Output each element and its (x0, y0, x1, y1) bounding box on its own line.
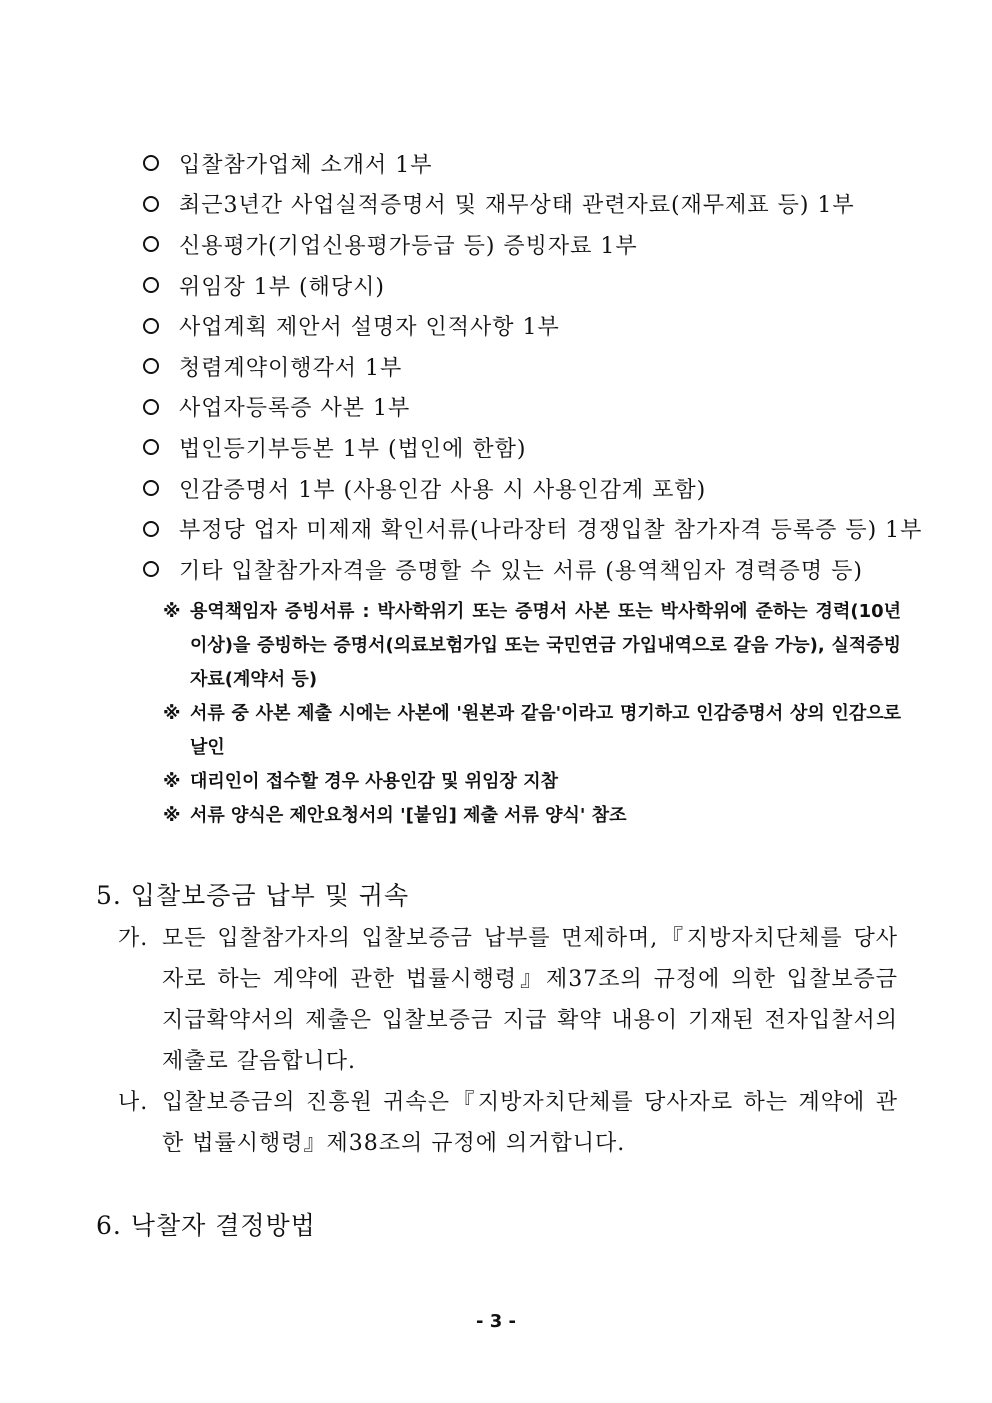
circle-bullet-icon (143, 358, 159, 374)
list-item (143, 387, 903, 428)
list-item (143, 184, 903, 225)
note-text: 용역책임자 증빙서류 : 박사학위기 또는 증명서 사본 또는 박사학위에 준하는 경력(10년 이상)을 증빙하는 증명서(의료보험가입 또는 국민연금 가입내역으로 갈음 가능), 실적증빙자료(계약서 등) (190, 601, 901, 690)
reference-mark-icon: ※ (163, 601, 181, 622)
list-item (143, 346, 903, 387)
circle-bullet-icon (143, 480, 159, 496)
note-item (163, 765, 901, 799)
list-item-text: 최근3년간 사업실적증명서 및 재무상태 관련자료(재무제표 등) 1부 (179, 193, 855, 219)
list-item-text: 청렴계약이행각서 1부 (179, 355, 403, 381)
item-label: 가. (118, 926, 149, 951)
item-text: 입찰보증금의 진흥원 귀속은『지방자치단체를 당사자로 하는 계약에 관한 법률시행령』제38조의 규정에 의거합니다. (162, 1090, 898, 1156)
reference-mark-icon: ※ (163, 805, 181, 826)
note-text: 대리인이 접수할 경우 사용인감 및 위임장 지참 (190, 771, 558, 792)
note-item (163, 595, 901, 697)
list-item-text: 법인등기부등본 1부 (법인에 한함) (179, 436, 527, 462)
circle-bullet-icon (143, 561, 159, 577)
circle-bullet-icon (143, 318, 159, 334)
note-text: 서류 중 사본 제출 시에는 사본에 '원본과 같음'이라고 명기하고 인감증명서 상의 인감으로 날인 (190, 703, 901, 758)
circle-bullet-icon (143, 236, 159, 252)
list-item-text: 입찰참가업체 소개서 1부 (179, 152, 433, 178)
circle-bullet-icon (143, 196, 159, 212)
circle-bullet-icon (143, 439, 159, 455)
circle-bullet-icon (143, 155, 159, 171)
list-item (143, 508, 923, 549)
list-item (143, 224, 903, 265)
section-5-title: 5. 입찰보증금 납부 및 귀속 (96, 881, 410, 910)
note-text: 서류 양식은 제안요청서의 '[붙임] 제출 서류 양식' 참조 (190, 805, 627, 826)
list-item-text: 부정당 업자 미제재 확인서류(나라장터 경쟁입찰 참가자격 등록증 등) 1부 (179, 518, 923, 544)
list-item-text: 사업자등록증 사본 1부 (179, 396, 411, 422)
list-item (143, 143, 903, 184)
section-6-title: 6. 낙찰자 결정방법 (96, 1211, 316, 1240)
list-item-text: 신용평가(기업신용평가등급 등) 증빙자료 1부 (179, 233, 638, 259)
reference-mark-icon: ※ (163, 771, 181, 792)
item-text: 모든 입찰참가자의 입찰보증금 납부를 면제하며,『지방자치단체를 당사자로 하는 계약에 관한 법률시행령』제37조의 규정에 의한 입찰보증금 지급확약서의 제출은 입찰보증금 지급 확약 내용이 기재된 전자입찰서의 제출로 갈음합니다. (162, 926, 898, 1074)
list-item (143, 427, 903, 468)
required-documents-list (143, 143, 923, 590)
section-5-item-ga (118, 918, 898, 1082)
list-item (143, 468, 903, 509)
notes-block (163, 595, 901, 833)
list-item (143, 305, 903, 346)
note-item (163, 799, 901, 833)
list-item-text: 위임장 1부 (해당시) (179, 274, 385, 300)
list-item-text: 기타 입찰참가자격을 증명할 수 있는 서류 (용역책임자 경력증명 등) (179, 558, 863, 584)
list-item (143, 549, 903, 590)
circle-bullet-icon (143, 277, 159, 293)
list-item (143, 265, 903, 306)
reference-mark-icon: ※ (163, 703, 181, 724)
list-item-text: 사업계획 제안서 설명자 인적사항 1부 (179, 315, 560, 341)
note-item (163, 697, 901, 765)
circle-bullet-icon (143, 521, 159, 537)
circle-bullet-icon (143, 399, 159, 415)
section-5-item-na (118, 1082, 898, 1164)
item-label: 나. (118, 1090, 149, 1115)
page-number: - 3 - (476, 1311, 516, 1332)
list-item-text: 인감증명서 1부 (사용인감 사용 시 사용인감계 포함) (179, 477, 707, 503)
